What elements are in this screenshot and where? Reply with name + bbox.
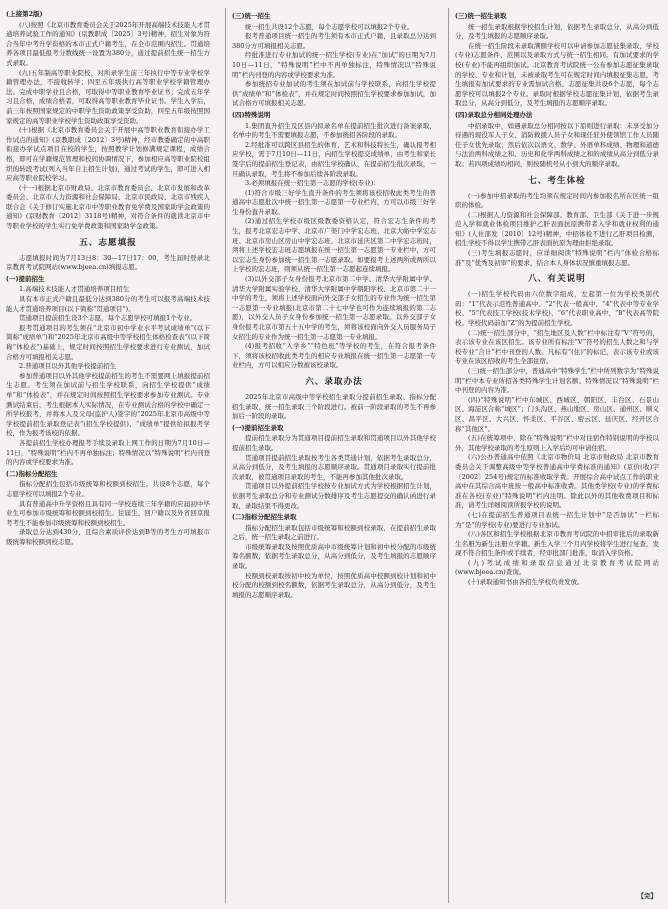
subsection-heading: (二)指标分配招生 bbox=[6, 469, 58, 478]
section-heading: 五、志愿填报 bbox=[79, 237, 137, 248]
column-right-content bbox=[455, 12, 659, 588]
paragraph: 2.普通项目以外其他学校提前招生 bbox=[19, 362, 117, 371]
column-left bbox=[6, 10, 210, 902]
paragraph: (十)根据《北京市教育委员会关于开展中高等职业教育衔接办学工作试点的通知》(京教职成〔2012〕3号)精神，经市教委确定的中高职衔接办学试点项目在校的学生，按照教学计划修满规定课程，成绩合格，即可在学籍规范管理和校间协调情况下，参加相应高等职业院校组织的转段考试(列入当年自主招生计划)，通过考试的学生，即可进入相应高等职业院校学习。 bbox=[6, 126, 210, 183]
paragraph: 经批准进行专业加试的统一招生学校(专业)在“加试”的日期为7月10日—11日，“特殊说明”栏中不再单独标注，特殊情况以“特殊说明”栏内刊登的内容或学校要求为准。 bbox=[232, 51, 436, 79]
paragraph: (三)统一招生部分中，普通高中“特殊学生”栏中所列数字为“特殊说明”栏中本专业所招各类特殊学生计划名额。特殊情况以“特殊说明”栏中刊登的内容为准。 bbox=[455, 367, 659, 395]
paragraph: 报考贯通项目的考生须在“北京市初中学业水平考试成绩单”(以下简称“成绩单”)和“2025年北京市高级中等学校招生体格检查表”(以下简称“体检表”)基础上，规定时间按照招生学校要求进行专业测试，加试合格方可填报相关志愿。 bbox=[6, 323, 210, 361]
paragraph: 校额到校录取按初中校为单位，按照优质高中校额到校计划和初中校分配的校额到校名额数，依据考生录取总分，从高分到低分，及考生填报的志愿顺序录取。 bbox=[232, 571, 436, 599]
paragraph: 指标分配招生录取包括市级统筹和校额到校录取，在提前招生录取之后，统一招生录取之前进行。 bbox=[232, 523, 436, 542]
column-left-content bbox=[6, 21, 210, 548]
column-right bbox=[455, 10, 659, 902]
paragraph: 指标分配招生包括市级统筹和校额到校招生。共设8个志愿，每个志愿学校可以填报2个专业。 bbox=[6, 480, 210, 498]
subsection-heading: (三)统一招生录取 bbox=[455, 12, 507, 20]
paragraph: (三)考生填报志愿时，应详细阅读“特殊说明”栏内“体检合格标准”及“优秀及初审”的要求，结合本人身体状况慎重填报志愿。 bbox=[455, 249, 659, 267]
subsection-heading: (四)录取总分相同处理办法 bbox=[455, 110, 533, 119]
section-heading: 七、考生体检 bbox=[528, 175, 586, 186]
paragraph: (六)公办普通高中依照《北京市物价局 北京市财政局 北京市教育委员会关于调整高级中等学校普通高中学费标准的通知》(京价(收)字〔2002〕254号)规定的标准收取学费。开展综合高中试点工作的职业高中在其综合高中班按一般高中标准收费。其他类学校(专业)的学费标准在各校(专业)“特殊说明”栏内注明。除此以外的其他收费项目和标准，请考生详细阅读所报学校的说明。 bbox=[455, 453, 659, 510]
column-middle bbox=[232, 10, 436, 902]
paragraph: 参加普通项目以外其他学校提前招生的考生不需要网上填报提前招生志愿。考生须在加试前与招生学校联系，向招生学校提供“成绩单”和“体检表”，并在规定时间按照招生学校要求参加专业测试。专业测试结束后，考生根据本人实际情况，在专业测试合格的学校中确定一所学校报考，并将本人及父母(监护人)签字的“2025年北京市高级中等学校提前招生录取登记表”(招生学校提供)、“成绩单”提供给拟报考学校，作为报考该校的依据。 bbox=[6, 371, 210, 438]
paragraph: 贯通项目提前招生设3个志愿，每个志愿学校可填报1个专业。 bbox=[19, 314, 197, 323]
paragraph: 贯通项目以外提前招生学校按专业加试方式为学校根据招生计划，依据考生录取总分和专业测试分数排序及考生志愿提交的确认函进行录取，录取结果不得更改。 bbox=[232, 482, 436, 510]
section-heading: 六、录取办法 bbox=[305, 376, 363, 387]
subsection-heading: (二)指标分配招生录取 bbox=[232, 513, 297, 522]
paragraph: 参加统招专业加试的考生须在加试前与学校联系，向招生学校提供“成绩单”和“体检表”，并在规定时间按照招生学校要求参加加试，加试合格方可填报相关志愿。 bbox=[232, 80, 436, 108]
paragraph: 3.必须填报在统一招生第一志愿的学校(专业)： bbox=[245, 179, 380, 188]
paragraph: (四)“特殊说明”栏中东城区、西城区、朝阳区、丰台区、石景山区、海淀区合称“城区”；门头沟区、燕山地区、房山区、通州区、顺义区、昌平区、大兴区、怀柔区、平谷区、密云区、延庆区、经开区合称“其他区”。 bbox=[455, 395, 659, 433]
paragraph: 贯通项目提前招生录取按考生各类贯通计划，依据考生录取总分，从高分到低分，及考生填报的志愿顺序录取。贯通项目录取实行提前批次录取，被贯通项目录取的考生，不能再参加其他批次录取。 bbox=[232, 453, 436, 481]
paragraph: 市级统筹录取及按照优质高中市级统筹计划和初中校分配的市级统筹名额数，依据考生录取总分，从高分到低分，及考生填报的志愿顺序录取。 bbox=[232, 542, 436, 571]
paragraph: (二)根据人力资源和社会保障部、教育部、卫生部《关于进一步规范入学和就业体检项目维护乙肝表面抗原携带者入学和就业权利的通知》(人社部发〔2010〕12号)精神，中招体检不进行乙肝项目检测，招生学校不得以学生携带乙肝表面抗原为理由拒绝录取。 bbox=[455, 210, 659, 248]
paragraph: (一)参加中招录取的考生均须在规定时间内参加报名所在区统一组织的体检。 bbox=[455, 191, 659, 210]
paragraph: (九)五年制高等职业院校，对所录学生前三年执行中等专业学校学籍管理办法，不接收转学；四至五年级执行高等职业学校学籍管理办法。完成中职学业且合格，可取得中等职业教育毕业证书；完成五年学习且合格，成绩合格者，可取得高等职业教育毕业证书。学生入学后，前三年按照国家规定的中职学生资助政策享受资助，四至五年级按照国家规定的高等职业学校学生资助政策享受资助。 bbox=[6, 68, 210, 125]
paragraph: (二)统一招生部分中，“招生地区及人数”栏中标注有“V”符号的，表示该专业在该区招生。该专业所有标注“V”符号的招生人数之和与学校专业“合计”栏中刊登的人数。凡标有“(住)”的标记，表示该专业或该专业在该区招收的考生全部住宿。 bbox=[455, 328, 659, 366]
paragraph: 统一招生共设12个志愿，每个志愿学校可以填报2个专业。 bbox=[245, 22, 414, 31]
paragraph: (4)报考招收“入学乡”“特色班”等学校的考生，在符合报考条件下，须将该校招收此类考生的相应专业填报在统一招生第一志愿第一专业栏内，方可以相应分数被该校录取。 bbox=[232, 342, 436, 370]
paragraph: (1)符合市级三好学生直升条件的考生须将该校招收此类考生的普通高中志愿批次中统一招生第一志愿第一专业栏内，方可以市级三好学生身份直升录取。 bbox=[232, 188, 436, 216]
subsection-heading: (三)统一招生 bbox=[232, 12, 271, 20]
paragraph: 具有本市正式户籍且最低分达到380分的考生可以报考高端技术技能人才贯通培养项目(以下简称“贯通项目”)。 bbox=[6, 295, 210, 313]
paragraph: 录取总分达到430分，且综合素质评价达到B等的考生方可填报市级统筹和校额到校志愿。 bbox=[6, 528, 210, 546]
paragraph: 具有普通高中升学资格且具有同一学校连续三年学籍的应届初中毕业生可参加市级统筹和校额到校招生。往届生、回户籍以及外省回京报考考生不能参加市级统筹和校额到校招生。 bbox=[6, 499, 210, 527]
paragraph: (3)以外交部子女身份报考北京市第二中学、清华大学附属中学、清华大学附属实验学校、清华大学附属中学朝阳学校、北京市第二十一中学的考生，须将上述学校面向外交部子女招生的专业作为统一招生第一志愿第一专业填报(北京市第二十七中学也可作为连续填报的第二志愿)，以外交人员子女身份参加统一招生第一志愿录取。以外交部子女身份报考北京市第五十五中学的考生，须将该校面向外交人员服务局子女招生的专业作为统一招生第一志愿第一专业填报。 bbox=[232, 275, 436, 341]
paragraph: 提前招生录取分为贯通项目提前招生录取和贯通项目以外其他学校提前招生录取。 bbox=[232, 434, 436, 452]
paragraph: 中招录取中，如遇录取总分相同按以下原则进行录取：未享受加分待遇的现役军人子女、消防救援人员子女和现任驻外使领馆工作人员随任子女优先录取；然后依次以语文、数学、外语单科成绩、物理和道德与法治两科成绩之和、历史和化学两科成绩之和的成绩从高分到低分录取；若四项成绩均相同，则按随机号从小到大的顺序录取。 bbox=[455, 121, 659, 168]
paragraph: (一)招生学校代码由六位数字组成，左起第一位为学校类别代码：“1”代表示范性普通高中、“2”代表一般高中、“4”代表中等专业学校、“5”代表技工学校(技术学校)、“6”代表职业高中、“8”代表高等院校。学校代码前加“Z”的为提前招生学校。 bbox=[455, 290, 659, 328]
subsection-heading: (一)提前招生录取 bbox=[232, 423, 284, 432]
continued-label: (上接第2版) bbox=[6, 10, 43, 18]
paragraph: 1.高端技术技能人才贯通培养项目招生 bbox=[19, 285, 130, 294]
paragraph: (十)录取通知书由各招生学校负责发放。 bbox=[468, 578, 584, 587]
column-middle-content bbox=[232, 12, 436, 600]
paragraph: (八)各区和招生学校根据北京市教育考试院的中招审批后的录取新生名册为新生注册立学籍。新生入学三个月内学校将学生进行复查，发现不符合招生条件或手续者，经审批部门批准，取消入学资格。 bbox=[455, 530, 659, 558]
paragraph: (七)在提前招生普通项目表统一招生计划中“是否加试”一栏标为“是”的学校(专业)要进行专业加试。 bbox=[455, 510, 659, 529]
paragraph: 在统一招生阶段未录取满额学校可以申请参加志愿征集录取，学校(专业)志愿条件、范围以及录取方式与统一招生相同。有加试要求的学校(专业)不能再组织加试。北京教育考试院统一公布参加志愿征集录取的学校、专业和计划，未被录取考生可在规定时间内填报征集志愿，考生填报有加试要求的专业需加试合格。志愿征集共设6个志愿，每个志愿学校可以填报2个专业。录取时根据学校志愿征集计划，依据考生录取总分，从高分到低分，及考生填报的志愿顺序录取。 bbox=[455, 41, 659, 108]
paragraph: (2)通过招生学校市级区级教委资格认定，符合宏志生条件的考生，报考北京宏志中学、北京市广渠门中学宏志班、北京大峪中学宏志班、北京市房山区房山中学宏志班、北京市延庆区第二中学宏志班时，须将上述学校宏志班志愿填报在统一招生第一志愿第一专业栏中，方可以宏志生身份参加统一招生第一志愿录取。如要报考上述两所或两所以上学校的宏志班，则须从统一招生第一志愿起连续填报。 bbox=[232, 217, 436, 274]
paragraph: 统一招生录取根据学校招生计划，依据考生录取总分，从高分到低分，及考生填报的志愿顺序录取。 bbox=[455, 22, 659, 41]
paragraph: 各提前招生学校办理报考手续及录取上网工作的日期为7月10日—11日，“特殊说明”栏内不再单独标注；特殊情况以“特殊说明”栏内刊登的内容或学校要求为准。 bbox=[6, 438, 210, 467]
paragraph: 2.经批准可以跨区县招生的体育、艺术和科技特长生，确认报考相应学校，需于7月10日—11日，向招生学校提交成绩单，由考生和家长签字后的提前招生登记表，由招生学校确认，在提前招生批次录取，一旦确认录取，考生将不参加后续各阶段录取。 bbox=[232, 140, 436, 178]
paragraph: (十一)根据北京市财政局、北京市教育委员会、北京市发展和改革委员会、北京市人力资源和社会保障局、北京市民政局、北京市残疾人联合会《关于修订实施北京市中等职业教育免学费及国家助学金政策的通知》(京财教育〔2012〕3118号)精神，对符合条件的就读北京市中等职业学校的学生实行免学费政策和国家助学金政策。 bbox=[6, 183, 210, 231]
end-mark: 【完】 bbox=[637, 892, 657, 901]
paragraph: (八)按照《北京市教育委员会关于2025年开展高端技术技能人才贯通培养试验工作的通知》(京教职成〔2025〕3号)精神，招生对象为符合当年中考升学资格的本市正式户籍考生，在全市范围内招生。贯通培养各项目最低报考分数线统一设置为380分，通过提前招生统一招生方式录取。 bbox=[6, 20, 210, 67]
paragraph: (五)在统筹项中，除在“特殊说明”栏中对住宿作特别说明的学校以外，其他学校录取的考生原则上入学后均可申请住宿。 bbox=[455, 434, 659, 452]
paragraph: 志愿填报时间为7月13日8：30—17日17：00，考生届时登录北京教育考试院网站(www.bjeea.cn)填报志愿。 bbox=[6, 253, 210, 272]
paragraph: 报考普通项目统一招生的考生须有本市正式户籍，且录取总分达到380分方可填报相关志愿。 bbox=[232, 32, 436, 50]
paragraph: 2025年北京市高级中等学校招生录取分提前招生录取、指标分配招生录取、统一招生录取三个阶段进行。被前一阶段录取的考生不再参加后一阶段的录取。 bbox=[232, 392, 436, 421]
section-heading: 八、有关说明 bbox=[528, 274, 586, 285]
subsection-heading: (四)特殊说明 bbox=[232, 110, 271, 119]
subsection-heading: (一)提前招生 bbox=[6, 274, 45, 283]
column-divider bbox=[225, 8, 226, 903]
paragraph: 1.集团直升招生及区县内拟录名单在提前招生批次进行备案录取，名单中的考生不需要填报志愿，不参加统招各阶段的录取。 bbox=[232, 121, 436, 140]
paragraph: (九)考试成绩和录取信息通过北京教育考试院网站(www.bjeea.cn)查询。 bbox=[455, 558, 659, 577]
column-divider bbox=[448, 8, 449, 903]
